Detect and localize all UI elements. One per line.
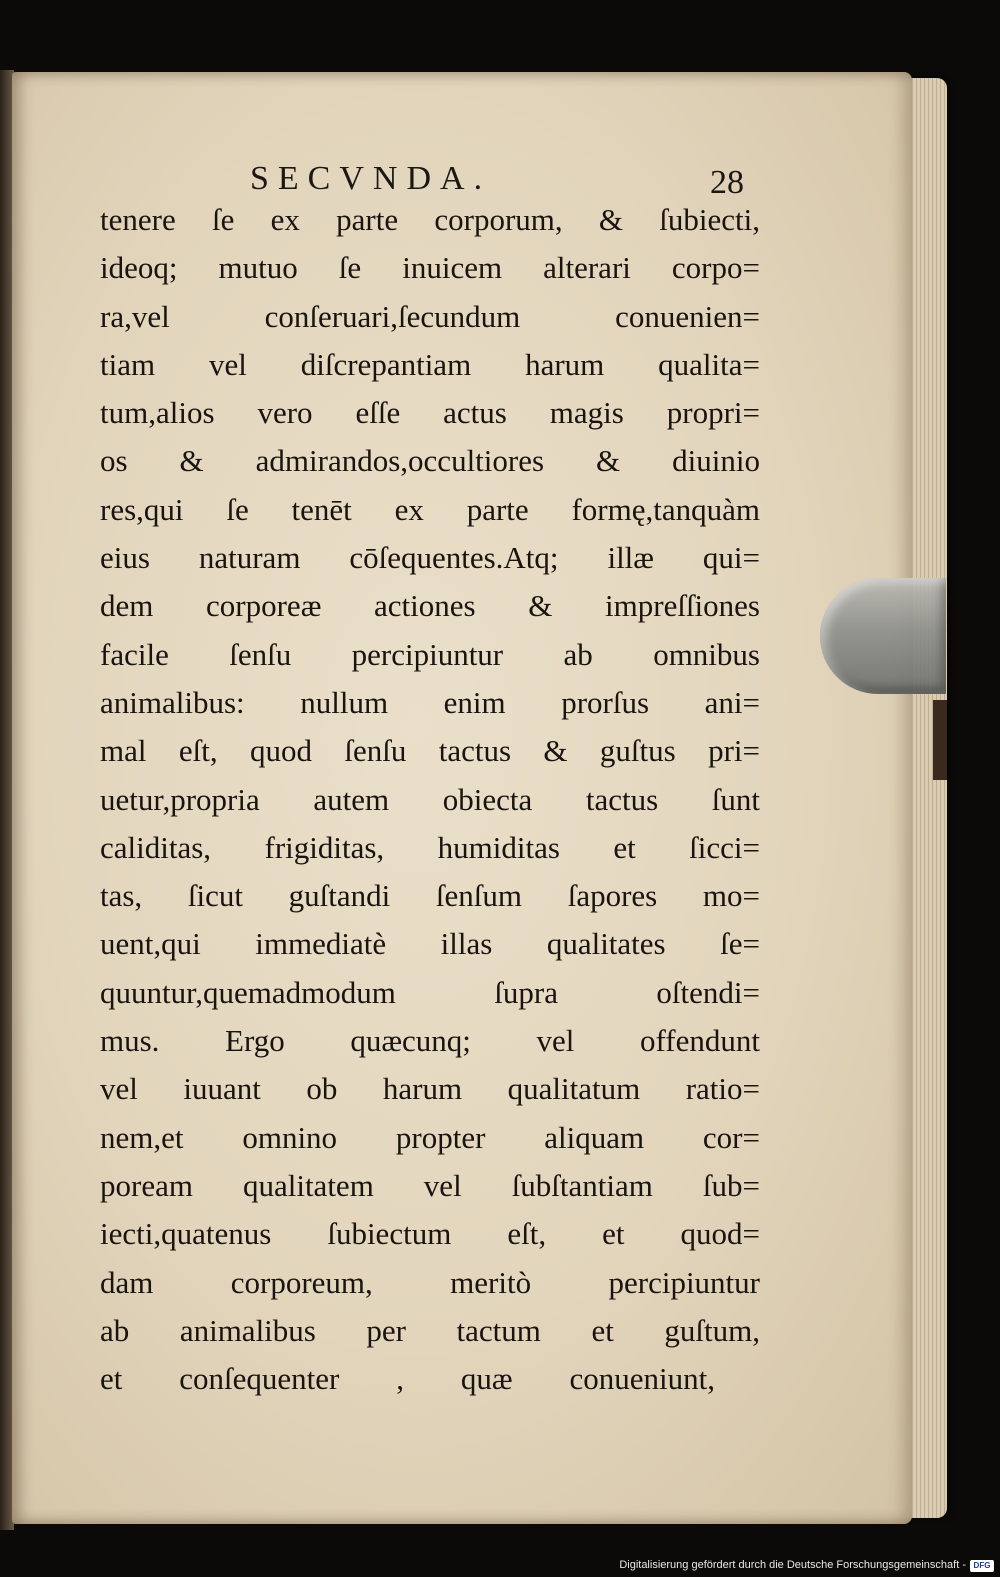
page-number: 28 (710, 164, 744, 201)
text-line: dam corporeum, meritò percipiuntur (100, 1264, 760, 1300)
text-line: vel iuuant ob harum qualitatum ratio= (100, 1071, 760, 1107)
text-line: facile ſenſu percipiuntur ab omnibus (100, 636, 760, 672)
running-head: SECVNDA. (250, 160, 492, 197)
digitization-credit: Digitalisierung gefördert durch die Deutsche Forschungsgemeinschaft - (619, 1559, 966, 1571)
text-line: dem corporeæ actiones & impreſſiones (100, 588, 760, 624)
text-line: res,qui ſe tenēt ex parte formę,tanquàm (100, 491, 760, 527)
dfg-logo: DFG (970, 1560, 994, 1572)
text-line: quuntur,quemadmodum ſupra oſtendi= (100, 974, 760, 1010)
footer-bar (0, 1555, 1000, 1577)
text-line: uent,qui immediatè illas qualitates ſe= (100, 926, 760, 962)
text-line: tas, ſicut guſtandi ſenſum ſapores mo= (100, 878, 760, 914)
text-block (100, 196, 760, 1403)
text-line: tiam vel diſcrepantiam harum qualita= (100, 346, 760, 382)
text-line: mus. Ergo quæcunq; vel offendunt (100, 1023, 760, 1059)
text-line: tum,alios vero eſſe actus magis propri= (100, 395, 760, 431)
text-line: eius naturam cōſequentes.Atq; illæ qui= (100, 540, 760, 576)
glass-page-clamp (820, 578, 946, 694)
text-line: et conſequenter , quæ conueniunt, (100, 1361, 715, 1397)
text-line: os & admirandos,occultiores & diuinio (100, 443, 760, 479)
text-line: ideoq; mutuo ſe inuicem alterari corpo= (100, 250, 760, 286)
text-line: nem,et omnino propter aliquam cor= (100, 1119, 760, 1155)
text-line: tenere ſe ex parte corporum, & ſubiecti, (100, 202, 760, 237)
text-line: ab animalibus per tactum et guſtum, (100, 1312, 760, 1348)
page-header (250, 160, 770, 200)
text-line: uetur,propria autem obiecta tactus ſunt (100, 781, 760, 817)
text-line: iecti,quatenus ſubiectum eſt, et quod= (100, 1216, 760, 1252)
text-line: caliditas, frigiditas, humiditas et ſicci= (100, 829, 760, 865)
binding-shadow (933, 700, 947, 780)
text-line: poream qualitatem vel ſubſtantiam ſub= (100, 1167, 760, 1203)
text-line: animalibus: nullum enim prorſus ani= (100, 684, 760, 720)
text-line: ra,vel conſeruari,ſecundum conuenien= (100, 298, 760, 334)
text-line: mal eſt, quod ſenſu tactus & guſtus pri= (100, 733, 760, 769)
